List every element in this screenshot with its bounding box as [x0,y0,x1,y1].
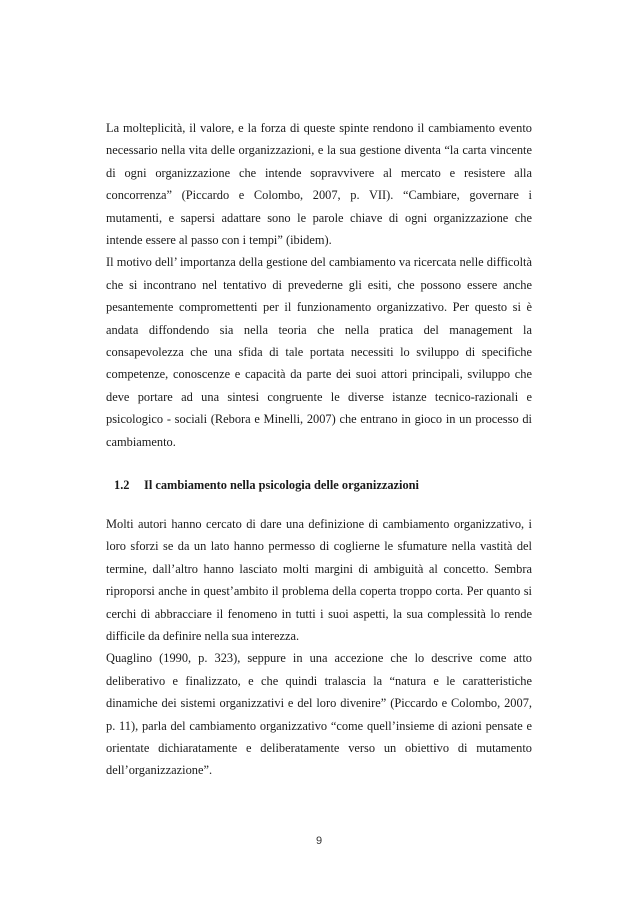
section-title: Il cambiamento nella psicologia delle organizzazioni [144,478,419,492]
paragraph: Quaglino (1990, p. 323), seppure in una accezione che lo descrive come atto deliberativo e finalizzato, e che quindi tralascia la “natura e le caratteristiche dinamiche dei sistemi organizzativi e del loro divenire” (Piccardo e Colombo, 2007, p. 11), parla del cambiamento organizzativo “come quell’insieme di azioni pensate e orientate dichiaratamente e deliberatamente verso un obiettivo di mutamento dell’organizzazione”. [106,651,532,778]
paragraph: Molti autori hanno cercato di dare una definizione di cambiamento organizzativo, i loro sforzi se da un lato hanno permesso di coglierne le sfumature nella vastità del termine, dall’altro hanno lasciato molti margini di ambiguità al concetto. Sembra riproporsi anche in quest’ambito il problema della coperta troppo corta. Per quanto si cerchi di abbracciare il fenomeno in tutti i suoi aspetti, la sua complessità lo rende difficile da definire nella sua interezza. [106,517,532,644]
section-2-body [106,513,532,782]
section-heading [114,474,419,496]
section-number: 1.2 [114,478,130,492]
page-number: 9 [315,835,323,847]
paragraph: Il motivo dell’ importanza della gestione del cambiamento va ricercata nelle difficoltà che si incontrano nel tentativo di prevederne gli esiti, che possono essere anche pesantemente compromettenti per il funzionamento organizzativo. Per questo si è andata diffondendo sia nella teoria che nella pratica del management la consapevolezza che una sfida di tale portata necessiti lo sviluppo di specifiche competenze, conoscenze e capacità da parte dei suoi attori principali, sviluppo che deve portare ad una sintesi congruente le diverse istanze tecnico-razionali e psicologico - sociali (Rebora e Minelli, 2007) che entrano in gioco in un processo di cambiamento. [106,255,532,449]
section-1-body [106,117,532,453]
paragraph: La molteplicità, il valore, e la forza di queste spinte rendono il cambiamento evento necessario nella vita delle organizzazioni, e la sua gestione diventa “la carta vincente di ogni organizzazione che intende sopravvivere al mercato e resistere alla concorrenza” (Piccardo e Colombo, 2007, p. VII). “Cambiare, governare i mutamenti, e sapersi adattare sono le parole chiave di ogni organizzazione che intende essere al passo con i tempi” (ibidem). [106,121,532,248]
